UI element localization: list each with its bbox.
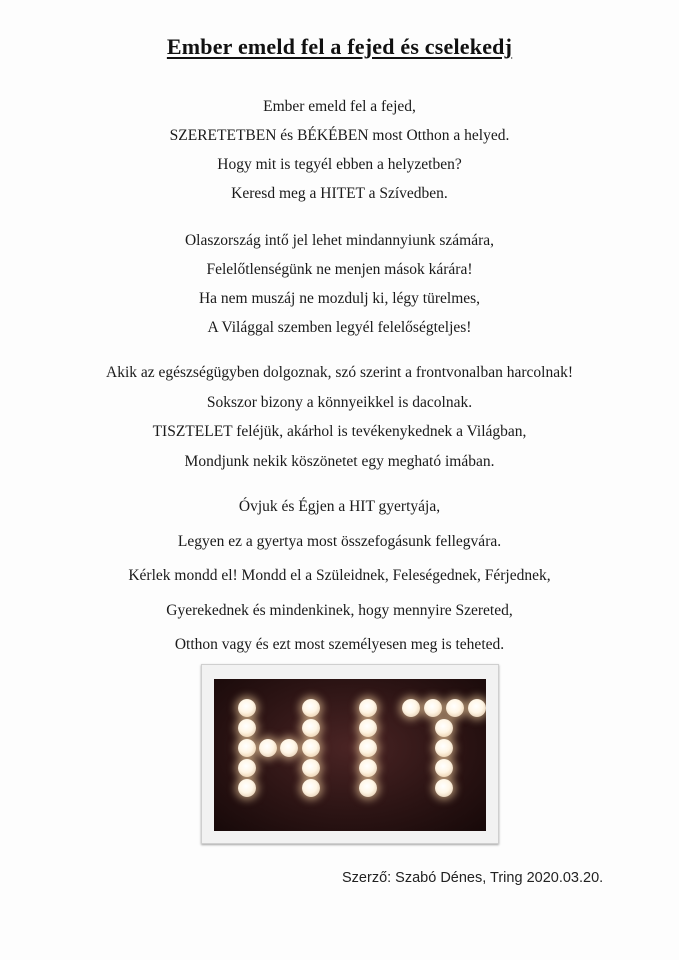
candle-icon: [468, 699, 486, 717]
candle-icon: [238, 719, 256, 737]
verse-line: Keresd meg a HITET a Szívedben.: [231, 185, 448, 202]
candle-icon: [359, 719, 377, 737]
verse-line: Felelőtlenségünk ne menjen mások kárára!: [206, 261, 473, 278]
candle-icon: [259, 739, 277, 757]
verse-line: Akik az egészségügyben dolgoznak, szó szerint a frontvonalban harcolnak!: [106, 364, 573, 381]
candle-icon: [359, 699, 377, 717]
candle-icon: [359, 739, 377, 757]
verse-line: Óvjuk és Égjen a HIT gyertyája,: [238, 498, 441, 515]
verse-line: Ember emeld fel a fejed,: [263, 98, 416, 115]
verse-line: Hogy mit is tegyél ebben a helyzetben?: [217, 156, 462, 173]
verse-line: Otthon vagy és ezt most személyesen meg is teheted.: [174, 636, 505, 653]
verse-line: TISZTELET feléjük, akárhol is tevékenykednek a Világban,: [152, 423, 527, 440]
verse-line: Mondjunk nekik köszönetet egy megható imában.: [184, 452, 495, 470]
candle-icon: [302, 699, 320, 717]
candle-icon: [280, 739, 298, 757]
verse-line: Olaszország intő jel lehet mindannyiunk számára,: [184, 232, 495, 249]
candle-icon: [446, 699, 464, 717]
candle-icon: [238, 759, 256, 777]
candle-icon: [238, 699, 256, 717]
verse-line: Sokszor bizony a könnyeikkel is dacolnak.: [206, 393, 473, 411]
candle-icon: [402, 699, 420, 717]
candle-icon: [302, 739, 320, 757]
candle-icon: [424, 699, 442, 717]
candle-icon: [302, 759, 320, 777]
candle-icon: [435, 759, 453, 777]
candle-icon: [302, 779, 320, 797]
verse-line: Kérlek mondd el! Mondd el a Szüleidnek, Feleségednek, Férjednek,: [128, 567, 551, 584]
poem-title: Ember emeld fel a fejed és cselekedj: [166, 34, 513, 59]
candle-icon: [435, 739, 453, 757]
stanza-1: [0, 92, 679, 208]
stanza-2: [0, 226, 679, 342]
verse-line: Ha nem muszáj ne mozdulj ki, légy türelmes,: [198, 290, 481, 307]
verse-line: Legyen ez a gyertya most összefogásunk fellegvára.: [177, 532, 502, 550]
verse-line: Gyerekednek és mindenkinek, hogy mennyire Szereted,: [166, 601, 513, 619]
stanza-3: [0, 358, 679, 476]
candle-icon: [435, 779, 453, 797]
verse-line: A Világgal szemben legyél felelőségteljes!: [207, 319, 472, 336]
candles-photo-icon: [214, 679, 486, 831]
candle-icon: [302, 719, 320, 737]
stanza-4: [0, 490, 679, 663]
candles-photo-frame: [201, 664, 499, 844]
candle-icon: [359, 779, 377, 797]
candle-icon: [359, 759, 377, 777]
candle-icon: [238, 739, 256, 757]
verse-line: SZERETETBEN és BÉKÉBEN most Otthon a helyed.: [169, 127, 510, 144]
author-line: Szerző: Szabó Dénes, Tring 2020.03.20.: [342, 870, 604, 886]
candle-icon: [238, 779, 256, 797]
candle-icon: [435, 719, 453, 737]
